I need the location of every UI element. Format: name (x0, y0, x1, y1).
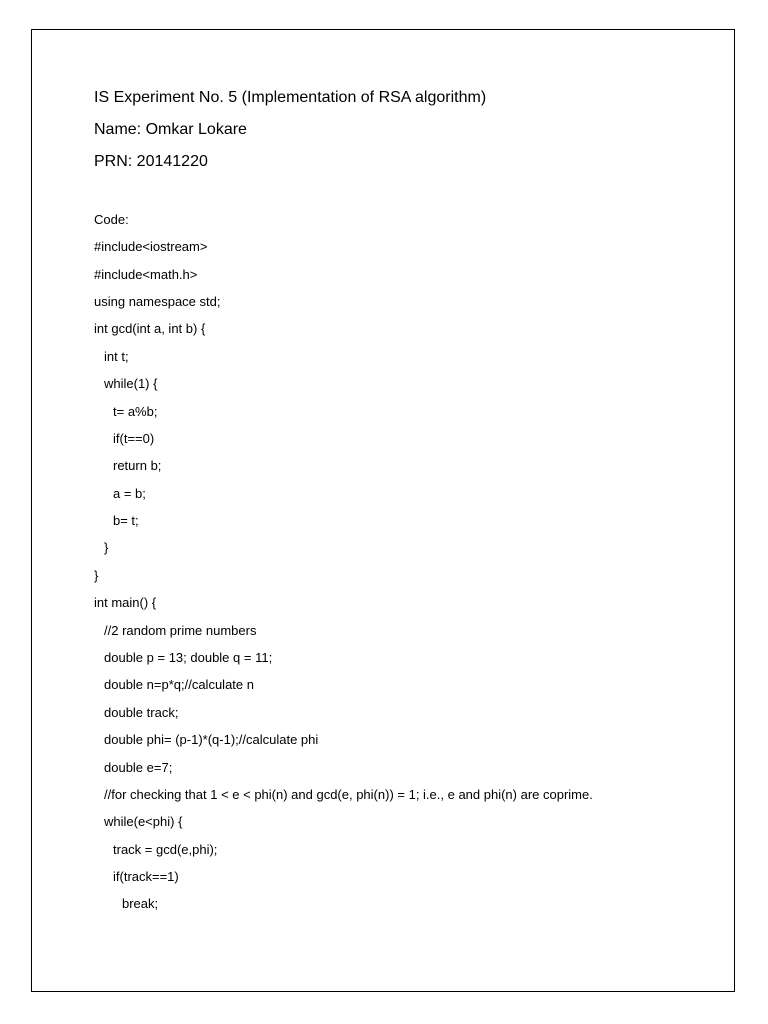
code-line: t= a%b; (113, 404, 158, 419)
code-line: double track; (104, 705, 179, 720)
code-line: int gcd(int a, int b) { (94, 321, 206, 336)
code-line: using namespace std; (94, 294, 221, 309)
code-line: #include<math.h> (94, 267, 198, 282)
code-line: return b; (113, 458, 162, 473)
code-line: b= t; (113, 513, 139, 528)
code-line: //for checking that 1 < e < phi(n) and gcd(e, phi(n)) = 1; i.e., e and phi(n) are coprime. (104, 787, 593, 802)
code-label: Code: (94, 212, 129, 227)
document-page (31, 29, 735, 992)
student-name: Name: Omkar Lokare (94, 121, 247, 138)
code-line: while(e<phi) { (104, 814, 183, 829)
document-title: IS Experiment No. 5 (Implementation of RSA algorithm) (94, 89, 487, 106)
code-line: int t; (104, 349, 129, 364)
code-line: if(track==1) (113, 869, 179, 884)
code-line: } (94, 568, 99, 583)
code-line: double e=7; (104, 760, 173, 775)
code-line: break; (122, 896, 159, 911)
code-line: if(t==0) (113, 431, 155, 446)
code-line: double n=p*q;//calculate n (104, 677, 254, 692)
code-line: a = b; (113, 486, 146, 501)
student-prn: PRN: 20141220 (94, 153, 208, 170)
code-line: #include<iostream> (94, 239, 208, 254)
code-line: } (104, 540, 109, 555)
code-line: //2 random prime numbers (104, 623, 257, 638)
code-line: track = gcd(e,phi); (113, 842, 218, 857)
code-line: double phi= (p-1)*(q-1);//calculate phi (104, 732, 319, 747)
code-line: double p = 13; double q = 11; (104, 650, 273, 665)
code-line: int main() { (94, 595, 157, 610)
code-line: while(1) { (104, 376, 158, 391)
